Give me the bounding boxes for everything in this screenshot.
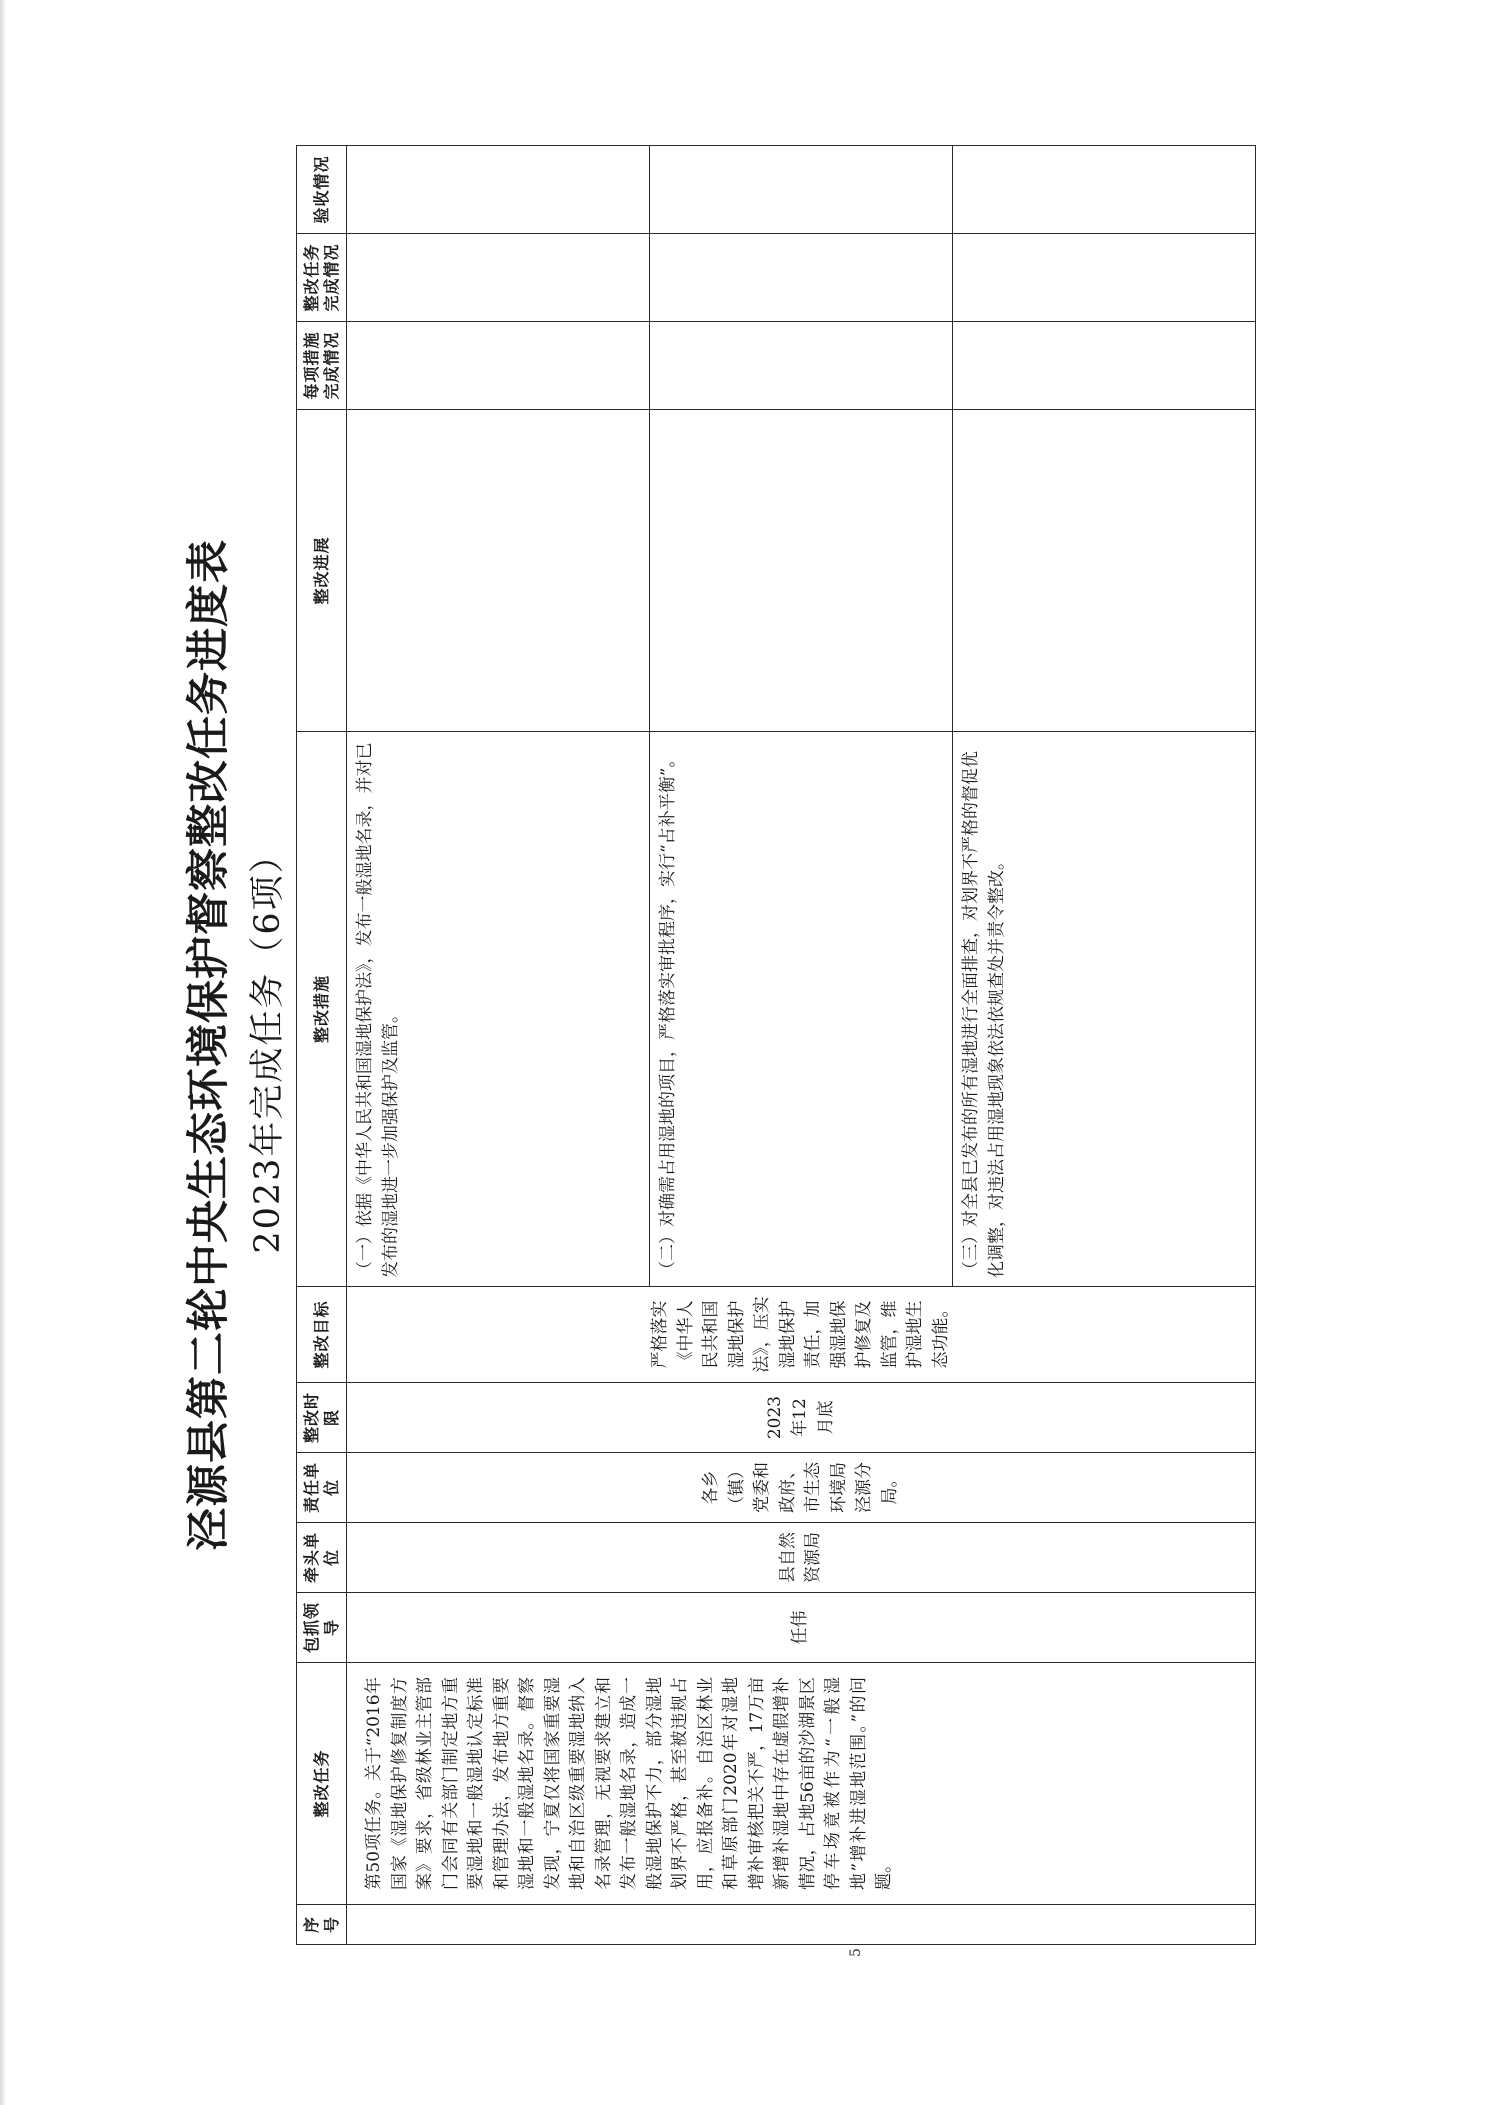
cell-progress-1: [347, 410, 650, 732]
cell-goal: 严格落实《中华人民共和国湿地保护法》，压实湿地保护责任，加强湿地保护修复及监管，维护湿地生态功能。: [347, 1287, 1256, 1383]
cell-measure-1: （一）依据《中华人民共和国湿地保护法》，发布一般湿地名录，并对已发布的湿地进一步加强保护及监管。: [347, 732, 650, 1287]
cell-lead-unit: 县自然资源局: [347, 1523, 1256, 1593]
cell-measure-2: （二）对确需占用湿地的项目，严格落实审批程序，实行“占补平衡”。: [650, 732, 953, 1287]
header-task: 整改任务: [297, 1663, 347, 1905]
table-header-row: [297, 146, 347, 1945]
page-number: 5: [848, 1948, 864, 1957]
header-each-measure-status: 每项措施完成情况: [297, 322, 347, 410]
header-leader: 包抓领导: [297, 1593, 347, 1663]
cell-progress-2: [650, 410, 953, 732]
header-deadline: 整改时限: [297, 1383, 347, 1453]
cell-seq: [347, 1905, 1256, 1945]
header-lead-unit: 牵头单位: [297, 1523, 347, 1593]
cell-task-status-3: [953, 234, 1256, 322]
cell-acceptance-3: [953, 146, 1256, 234]
header-measures: 整改措施: [297, 732, 347, 1287]
header-acceptance: 验收情况: [297, 146, 347, 234]
cell-each-measure-status-2: [650, 322, 953, 410]
progress-table: [296, 145, 1256, 1945]
table-row: [347, 146, 650, 1945]
header-resp-unit: 责任单位: [297, 1453, 347, 1523]
document-title: 泾源县第二轮中央生态环境保护督察整改任务进度表: [184, 539, 234, 1551]
cell-deadline: 2023年12月底: [347, 1383, 1256, 1453]
header-seq: 序号: [297, 1905, 347, 1945]
cell-task: 第50项任务。关于“2016年国家《湿地保护修复制度方案》要求，省级林业主管部门会同有关部门制定地方重要湿地和一般湿地认定标准和管理办法，发布地方重要湿地和一般湿地名录。督察发现，宁夏仅将国家重要湿地和自治区级重要湿地纳入名录管理，无视要求建立和发布一般湿地名录，造成一般湿地保护不力，部分湿地划界不严格，甚至被违规占用，应报备补。自治区林业和草原部门2020年对湿地增补审核把关不严，17万亩新增补湿地中存在虚假增补情况，占地56亩的沙湖景区停车场竟被作为“一般湿地”增补进湿地范围。”的问题。: [347, 1663, 1256, 1905]
cell-resp-unit: 各乡（镇）党委和政府、市生态环境局泾源分局。: [347, 1453, 1256, 1523]
cell-each-measure-status-3: [953, 322, 1256, 410]
header-progress: 整改进展: [297, 410, 347, 732]
cell-leader: 任伟: [347, 1593, 1256, 1663]
cell-task-status-1: [347, 234, 650, 322]
cell-each-measure-status-1: [347, 322, 650, 410]
cell-measure-3: （三）对全县已发布的所有湿地进行全面排查，对划界不严格的督促优化调整，对违法占用湿地现象依法依规查处并责令整改。: [953, 732, 1256, 1287]
cell-acceptance-1: [347, 146, 650, 234]
header-task-status: 整改任务完成情况: [297, 234, 347, 322]
header-goal: 整改目标: [297, 1287, 347, 1383]
cell-progress-3: [953, 410, 1256, 732]
cell-acceptance-2: [650, 146, 953, 234]
cell-task-status-2: [650, 234, 953, 322]
document-subtitle: 2023年完成任务（6项）: [248, 836, 288, 1254]
